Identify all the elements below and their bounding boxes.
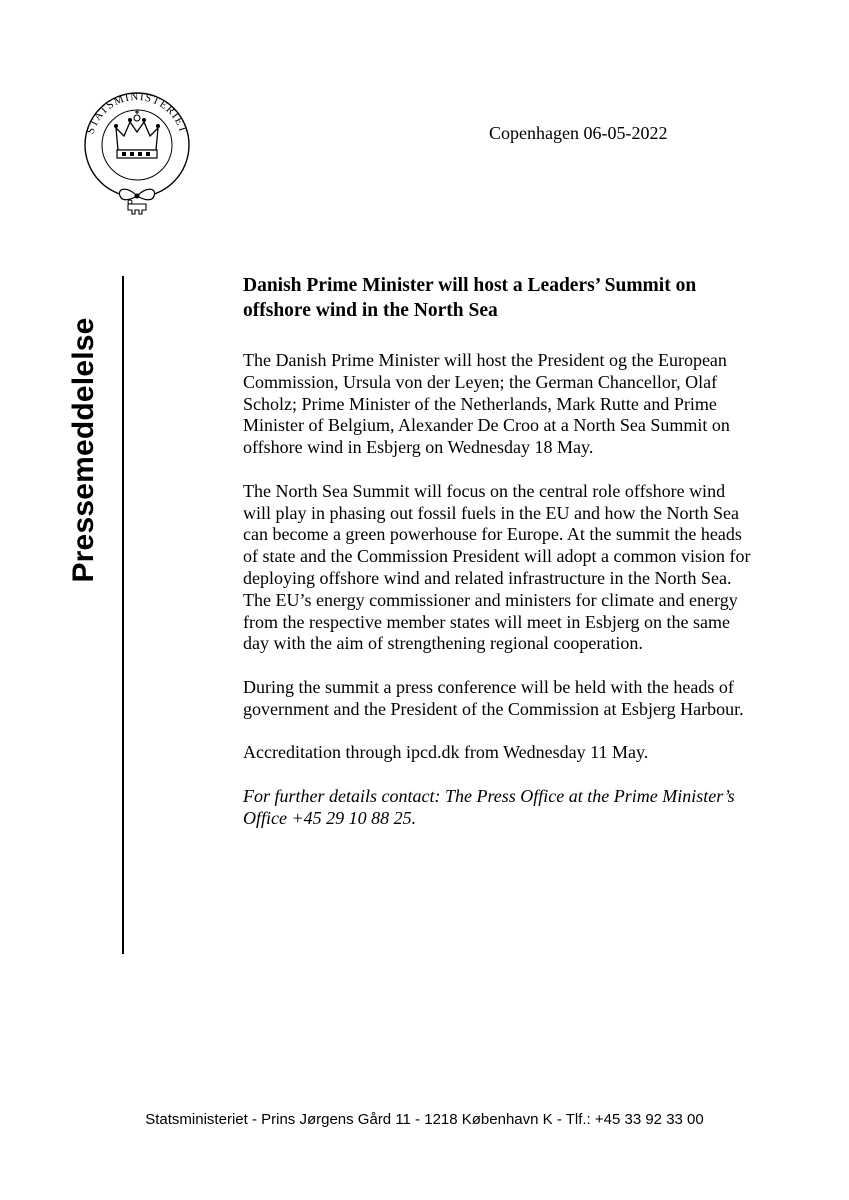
headline xyxy=(243,273,783,323)
text-line: day with the aim of strengthening regional cooperation. xyxy=(243,633,643,654)
vertical-divider xyxy=(122,276,124,954)
headline-line: Danish Prime Minister will host a Leaders’ Summit on xyxy=(243,275,697,296)
text-line: Minister of Belgium, Alexander De Croo at a North Sea Summit on xyxy=(243,415,730,436)
side-label: Pressemeddelelse xyxy=(67,317,100,583)
royal-crown-emblem-icon xyxy=(72,78,202,218)
text-line: government and the President of the Commission at Esbjerg Harbour. xyxy=(243,698,744,719)
footer-address: Statsministeriet - Prins Jørgens Gård 11 - 1218 København K - Tlf.: +45 33 92 33 00 xyxy=(145,1111,704,1128)
contact-info xyxy=(243,786,783,830)
text-line: Scholz; Prime Minister of the Netherlands, Mark Rutte and Prime xyxy=(243,393,717,414)
side-label-container xyxy=(62,290,106,610)
date-line: Copenhagen 06-05-2022 xyxy=(489,123,668,143)
paragraph-summit-focus xyxy=(243,481,783,655)
text-line: The North Sea Summit will focus on the central role offshore wind xyxy=(243,480,726,501)
text-line: from the respective member states will meet in Esbjerg on the same xyxy=(243,611,731,632)
text-line: For further details contact: The Press Office at the Prime Minister’s xyxy=(243,785,735,806)
text-line: The EU’s energy commissioner and ministers for climate and energy xyxy=(243,589,738,610)
text-line: Commission, Ursula von der Leyen; the German Chancellor, Olaf xyxy=(243,371,718,392)
text-line: offshore wind in Esbjerg on Wednesday 18 May. xyxy=(243,437,594,458)
text-line: of state and the Commission President will adopt a common vision for xyxy=(243,546,751,567)
headline-line: offshore wind in the North Sea xyxy=(243,300,498,321)
statsministeriet-logo xyxy=(72,78,202,218)
text-line: deploying offshore wind and related infrastructure in the North Sea. xyxy=(243,567,732,588)
paragraph-invitation xyxy=(243,350,783,459)
text-line: Office +45 29 10 88 25. xyxy=(243,807,417,828)
logo-ring-text: STATSMINISTERIET xyxy=(84,90,190,136)
text-line: will play in phasing out fossil fuels in the EU and how the North Sea xyxy=(243,502,739,523)
text-line: can become a green powerhouse for Europe. At the summit the heads xyxy=(243,524,742,545)
paragraph-accreditation xyxy=(243,742,783,764)
paragraph-press-conference xyxy=(243,677,783,721)
text-line: During the summit a press conference will be held with the heads of xyxy=(243,676,734,697)
text-line: Accreditation through ipcd.dk from Wednesday 11 May. xyxy=(243,742,649,763)
text-line: The Danish Prime Minister will host the President og the European xyxy=(243,350,727,370)
article-body xyxy=(243,273,783,851)
